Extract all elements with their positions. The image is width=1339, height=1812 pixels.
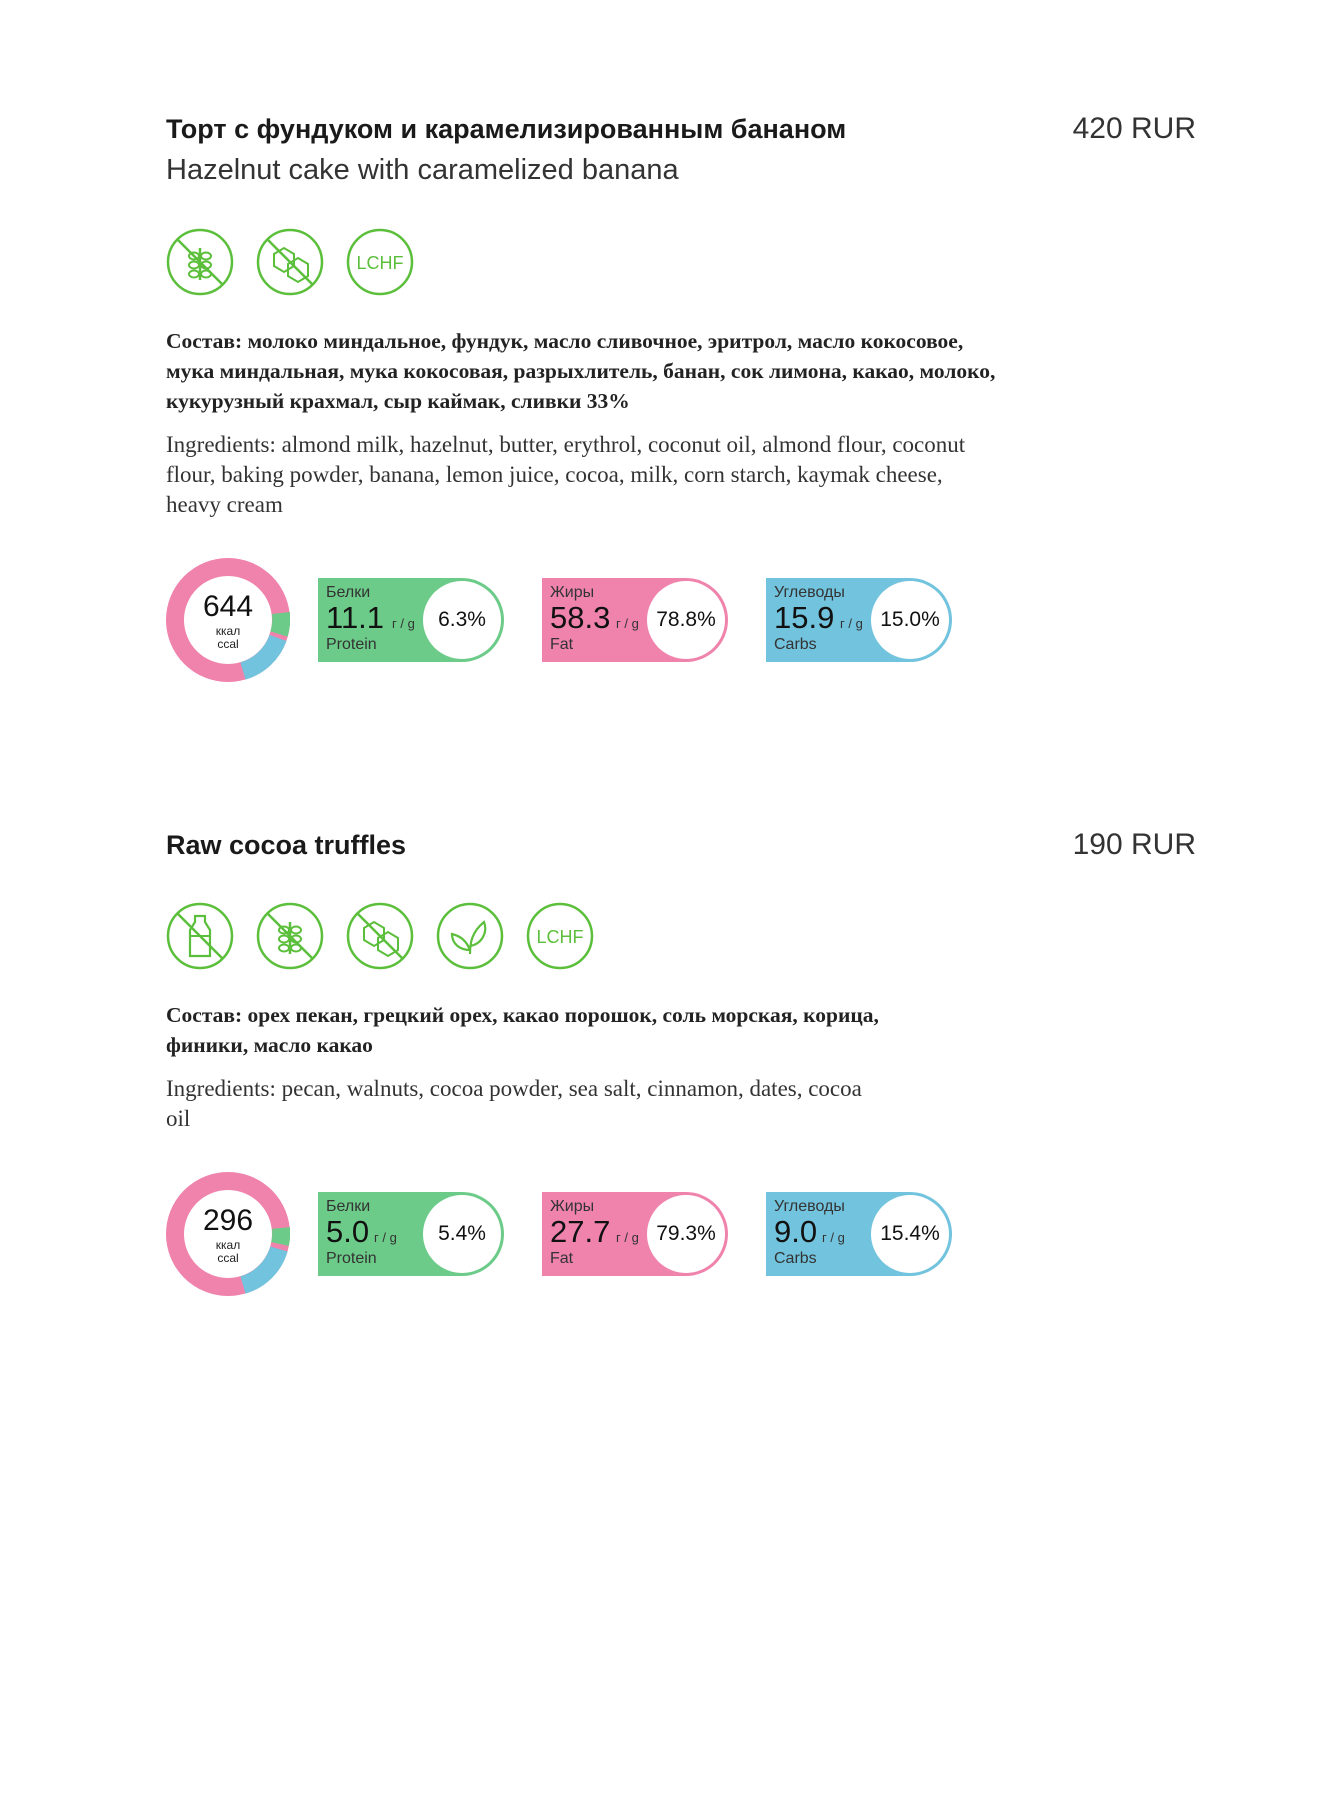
product-title: Raw cocoa truffles bbox=[166, 830, 407, 860]
no-sugar-icon bbox=[256, 228, 324, 296]
fat-card bbox=[542, 1192, 728, 1276]
fat-label-ru: Жиры bbox=[550, 1198, 595, 1215]
no-gluten-icon bbox=[166, 228, 234, 296]
carbs-unit: г / g bbox=[840, 616, 863, 631]
carbs-label-en: Carbs bbox=[774, 1250, 817, 1267]
fat-card bbox=[542, 578, 728, 662]
product-card bbox=[166, 112, 1196, 682]
lchf-icon bbox=[526, 902, 594, 970]
fat-value: 27.7 bbox=[550, 1214, 611, 1249]
fat-unit: г / g bbox=[616, 1230, 639, 1245]
fat-value: 58.3 bbox=[550, 600, 611, 635]
fat-label-en: Fat bbox=[550, 636, 574, 653]
fat-label-en: Fat bbox=[550, 1250, 574, 1267]
protein-unit: г / g bbox=[392, 616, 415, 631]
product-title-ru: Торт с фундуком и карамелизированным бананом bbox=[166, 114, 847, 144]
protein-value: 11.1 bbox=[326, 600, 385, 635]
calorie-donut bbox=[166, 1172, 290, 1296]
no-dairy-icon bbox=[166, 902, 234, 970]
protein-card bbox=[318, 1192, 504, 1276]
carbs-value: 15.9 bbox=[774, 600, 835, 635]
product-price: 420 RUR bbox=[1072, 112, 1196, 145]
carbs-percent: 15.4% bbox=[871, 1195, 949, 1273]
composition-ru: Состав: молоко миндальное, фундук, масло сливочное, эритрол, масло кокосовое, мука миндальная, мука кокосовая, разрыхлитель, банан, сок лимона, какао, молоко, кукурузный крахмал, сыр каймак, сливки 33% bbox=[166, 329, 996, 413]
kcal-value: 296 bbox=[202, 1204, 254, 1237]
lchf-label: LCHF bbox=[356, 253, 404, 273]
carbs-value: 9.0 bbox=[774, 1214, 818, 1249]
protein-percent: 6.3% bbox=[423, 581, 501, 659]
no-gluten-icon bbox=[256, 902, 324, 970]
calorie-donut bbox=[166, 558, 290, 682]
protein-card bbox=[318, 578, 504, 662]
protein-value: 5.0 bbox=[326, 1214, 370, 1249]
no-sugar-icon bbox=[346, 902, 414, 970]
protein-label-en: Protein bbox=[326, 1250, 377, 1267]
kcal-unit: ккал ccal bbox=[215, 624, 241, 651]
product-price: 190 RUR bbox=[1072, 828, 1196, 861]
fat-percent: 78.8% bbox=[647, 581, 725, 659]
carbs-unit: г / g bbox=[822, 1230, 845, 1245]
carbs-label-ru: Углеводы bbox=[774, 1198, 845, 1215]
protein-label-en: Protein bbox=[326, 636, 377, 653]
protein-label-ru: Белки bbox=[326, 1198, 371, 1215]
diet-icons bbox=[166, 228, 1196, 296]
fat-unit: г / g bbox=[616, 616, 639, 631]
vegan-leaf-icon bbox=[436, 902, 504, 970]
carbs-label-en: Carbs bbox=[774, 636, 817, 653]
lchf-icon bbox=[346, 228, 414, 296]
protein-percent: 5.4% bbox=[423, 1195, 501, 1273]
lchf-label: LCHF bbox=[536, 927, 584, 947]
carbs-percent: 15.0% bbox=[871, 581, 949, 659]
fat-percent: 79.3% bbox=[647, 1195, 725, 1273]
protein-unit: г / g bbox=[374, 1230, 397, 1245]
composition-ru: Состав: орех пекан, грецкий орех, какао порошок, соль морская, корица, финики, масло какао bbox=[166, 1003, 879, 1057]
product-card bbox=[166, 828, 1196, 1296]
ingredients-en: Ingredients: pecan, walnuts, cocoa powder, sea salt, cinnamon, dates, cocoa oil bbox=[166, 1076, 862, 1131]
product-title-en: Hazelnut cake with caramelized banana bbox=[166, 154, 679, 186]
fat-label-ru: Жиры bbox=[550, 584, 595, 601]
diet-icons bbox=[166, 902, 1196, 970]
carbs-card bbox=[766, 1192, 952, 1276]
kcal-unit: ккал ccal bbox=[215, 1238, 241, 1265]
kcal-value: 644 bbox=[202, 590, 254, 623]
carbs-card bbox=[766, 578, 952, 662]
protein-label-ru: Белки bbox=[326, 584, 371, 601]
nutrition-row bbox=[166, 1172, 1196, 1296]
nutrition-row bbox=[166, 558, 1196, 682]
ingredients-en: Ingredients: almond milk, hazelnut, butter, erythrol, coconut oil, almond flour, coconut flour, baking powder, banana, lemon juice, cocoa, milk, corn starch, kaymak cheese, heavy cream bbox=[166, 432, 966, 517]
carbs-label-ru: Углеводы bbox=[774, 584, 845, 601]
